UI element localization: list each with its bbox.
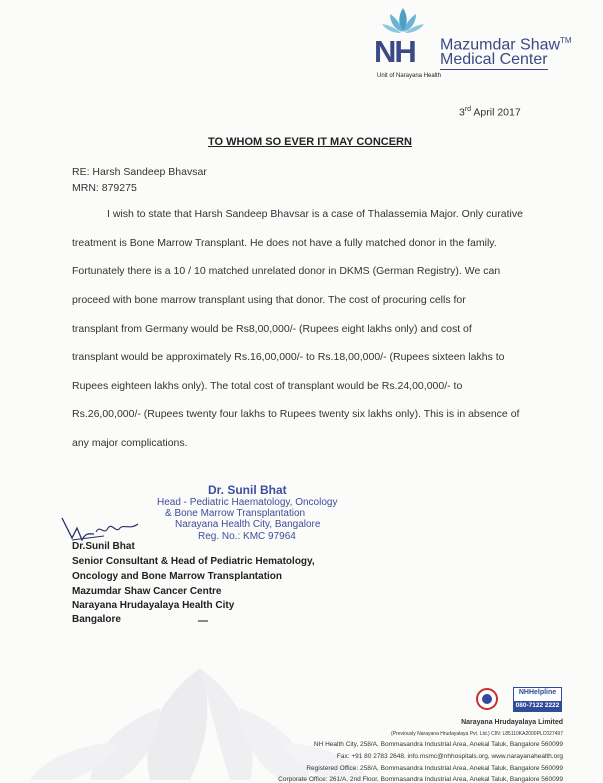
footer-company: Narayana Hrudayalaya Limited bbox=[461, 719, 563, 726]
body-line: Rupees eighteen lakhs only). The total cost of transplant would be Rs.24,00,000/- to bbox=[72, 380, 463, 392]
signature-department-line: Mazumdar Shaw Cancer Centre bbox=[72, 586, 222, 597]
footer-address: NH Health City, 258/A, Bommasandra Industrial Area, Anekal Taluk, Bangalore 560099 bbox=[313, 741, 563, 748]
trademark-mark: TM bbox=[560, 36, 572, 45]
stamp-title-line: & Bone Marrow Transplantation bbox=[165, 508, 306, 519]
body-line: I wish to state that Harsh Sandeep Bhavsar is a case of Thalassemia Major. Only curative bbox=[107, 208, 523, 220]
letter-heading: TO WHOM SO EVER IT MAY CONCERN bbox=[208, 136, 412, 148]
helpline-number: 080-7122 2222 bbox=[515, 702, 560, 709]
stray-mark bbox=[198, 620, 208, 622]
body-line: transplant would be approximately Rs.16,00,000/- to Rs.18,00,000/- (Rupees sixteen lakhs to bbox=[72, 351, 505, 363]
letter-date: 3rd April 2017 bbox=[459, 106, 521, 119]
lotus-watermark-icon bbox=[0, 648, 603, 780]
footer-registered-office: Registered Office: 258/A, Bommasandra Industrial Area, Anekal Taluk, Bangalore 560099 bbox=[306, 765, 563, 772]
helpline-badge bbox=[513, 687, 562, 712]
stamp-location-line: Narayana Health City, Bangalore bbox=[175, 519, 321, 530]
signature-title-line: Senior Consultant & Head of Pediatric Hematology, bbox=[72, 556, 315, 567]
body-line: proceed with bone marrow transplant using that donor. The cost of procuring cells for bbox=[72, 294, 466, 306]
stamp-registration-line: Reg. No.: KMC 97964 bbox=[198, 531, 296, 542]
signature-institution-line: Narayana Hrudayalaya Health City bbox=[72, 600, 235, 611]
patient-name-line: RE: Harsh Sandeep Bhavsar bbox=[72, 166, 207, 178]
hospital-emblem-icon bbox=[476, 688, 498, 710]
brand-name-line2: Medical Center bbox=[440, 51, 548, 68]
signature-name: Dr.Sunil Bhat bbox=[72, 541, 135, 552]
footer-corporate-office: Corporate Office: 261/A, 2nd Floor, Bommasandra Industrial Area, Anekal Taluk, Bangalore 560099 bbox=[278, 776, 563, 783]
unit-of-line: Unit of Narayana Health bbox=[377, 73, 442, 79]
mrn-line: MRN: 879275 bbox=[72, 182, 137, 194]
brand-name-line1: Mazumdar Shaw™ bbox=[440, 36, 572, 54]
stamp-title-line: Head - Pediatric Haematology, Oncology bbox=[157, 497, 338, 508]
stamp-doctor-name: Dr. Sunil Bhat bbox=[208, 483, 287, 497]
body-line: treatment is Bone Marrow Transplant. He does not have a fully matched donor in the family. bbox=[72, 237, 497, 249]
body-line: any major complications. bbox=[72, 437, 188, 449]
body-line: Rs.26,00,000/- (Rupees twenty four lakhs to Rupees twenty six lakhs only). This is in absence of bbox=[72, 408, 520, 420]
footer-cin: (Previously Narayana Hrudayalaya Pvt. Ltd.) CIN: L85110KA2000PLC027497 bbox=[391, 731, 563, 737]
body-line: Fortunately there is a 10 / 10 matched unrelated donor in DKMS (German Registry). We can bbox=[72, 265, 501, 277]
helpline-label: NHHelpline bbox=[518, 689, 557, 696]
signature-title-line: Oncology and Bone Marrow Transplantation bbox=[72, 571, 283, 582]
logo-nh-text: NH bbox=[374, 34, 415, 69]
footer-contact: Fax: +91 80 2783 2648. info.msmc@nhhospitals.org, www.narayanahealth.org bbox=[336, 753, 563, 760]
signature-city-line: Bangalore bbox=[72, 614, 121, 625]
body-line: transplant from Germany would be Rs8,00,000/- (Rupees eight lakhs only) and cost of bbox=[72, 323, 472, 335]
